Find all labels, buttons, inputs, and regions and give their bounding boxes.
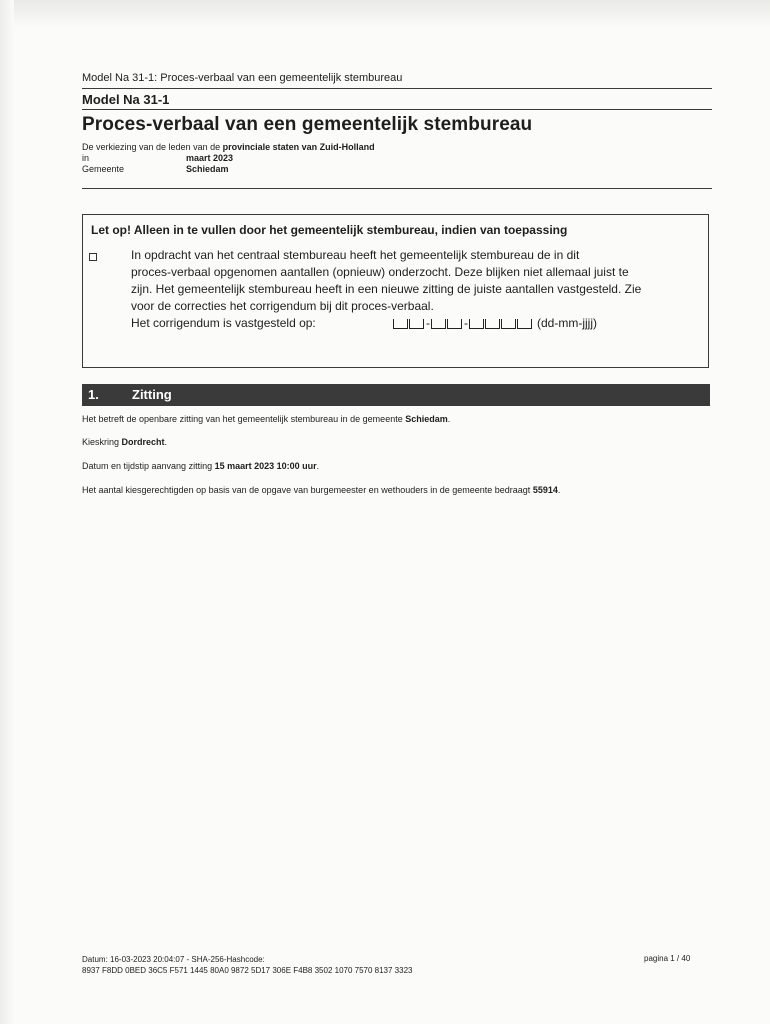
municipality-row <box>82 164 375 175</box>
eligible-voters-paragraph <box>82 485 560 495</box>
model-rule <box>82 109 712 110</box>
election-lead: De verkiezing van de leden van de <box>82 142 221 152</box>
header-rule <box>82 88 712 89</box>
session-text: Het betreft de openbare zitting van het gemeentelijk stembureau in de gemeente <box>82 414 403 424</box>
corrigendum-date-field[interactable] <box>393 315 533 332</box>
period: . <box>316 461 320 471</box>
notice-line: voor de correcties het corrigendum bij dit proces-verbaal. <box>131 299 434 313</box>
date-separator: - <box>464 316 468 330</box>
in-label: in <box>82 153 90 163</box>
notice-line: proces-verbaal opgenomen aantallen (opnieuw) onderzocht. Deze blijken niet allemaal juist te <box>131 265 629 279</box>
municipality-label: Gemeente <box>82 164 125 174</box>
election-body: provinciale staten van Zuid-Holland <box>222 142 375 152</box>
running-header: Model Na 31-1: Proces-verbaal van een gemeentelijk stembureau <box>82 72 403 84</box>
session-paragraph <box>82 414 450 424</box>
month-digit-box[interactable] <box>447 319 462 329</box>
scan-shadow-top <box>0 0 770 28</box>
section-title: Zitting <box>132 387 172 402</box>
election-lead-line <box>82 142 375 153</box>
meta-rule <box>82 188 712 189</box>
date-separator: - <box>426 316 430 330</box>
notice-line: In opdracht van het centraal stembureau heeft het gemeentelijk stembureau de in dit <box>131 248 580 262</box>
period: . <box>447 414 451 424</box>
period: . <box>557 485 561 495</box>
start-time-label: Datum en tijdstip aanvang zitting <box>82 461 213 471</box>
page-number: pagina 1 / 40 <box>644 954 691 963</box>
date-format-hint: (dd-mm-jjjj) <box>537 316 597 330</box>
eligible-voters-label: Het aantal kiesgerechtigden op basis van de opgave van burgemeester en wethouders in de gemeente bedraagt <box>82 485 531 495</box>
district-label: Kieskring <box>82 437 120 447</box>
year-digit-box[interactable] <box>485 319 500 329</box>
year-digit-box[interactable] <box>501 319 516 329</box>
session-municipality: Schiedam <box>405 414 448 424</box>
start-time-value: 15 maart 2023 10:00 uur <box>214 461 317 471</box>
year-digit-box[interactable] <box>469 319 484 329</box>
notice-box <box>82 214 709 368</box>
year-digit-box[interactable] <box>517 319 532 329</box>
in-value: maart 2023 <box>186 153 234 163</box>
start-time-paragraph <box>82 461 319 471</box>
election-month-row <box>82 153 375 164</box>
page-title: Proces-verbaal van een gemeentelijk stembureau <box>82 114 533 135</box>
section-number: 1. <box>88 387 99 402</box>
period: . <box>164 437 168 447</box>
section-header-zitting <box>82 384 710 406</box>
eligible-voters-value: 55914 <box>532 485 558 495</box>
election-info <box>82 142 375 175</box>
corrigendum-date-label: Het corrigendum is vastgesteld op: <box>131 316 316 330</box>
municipality-value: Schiedam <box>186 164 229 174</box>
footer-date-line: Datum: 16-03-2023 20:04:07 - SHA-256-Hashcode: <box>82 955 265 964</box>
notice-body <box>131 247 701 332</box>
model-number: Model Na 31-1 <box>82 92 170 107</box>
footer-hash <box>82 954 412 976</box>
notice-heading: Let op! Alleen in te vullen door het gemeentelijk stembureau, indien van toepassing <box>91 223 568 237</box>
scan-shadow-left <box>0 0 14 1024</box>
footer-hash-code: 8937 F8DD 0BED 36C5 F571 1445 80A0 9872 5D17 306E F4B8 3502 1070 7570 8137 3323 <box>82 966 413 975</box>
district-paragraph <box>82 437 167 447</box>
day-digit-box[interactable] <box>393 319 408 329</box>
district-value: Dordrecht <box>121 437 165 447</box>
corrigendum-checkbox[interactable] <box>89 253 97 261</box>
corrigendum-date-row <box>131 315 701 332</box>
notice-line: zijn. Het gemeentelijk stembureau heeft in een nieuwe zitting de juiste aantallen vastgesteld. Zie <box>131 282 642 296</box>
month-digit-box[interactable] <box>431 319 446 329</box>
day-digit-box[interactable] <box>409 319 424 329</box>
